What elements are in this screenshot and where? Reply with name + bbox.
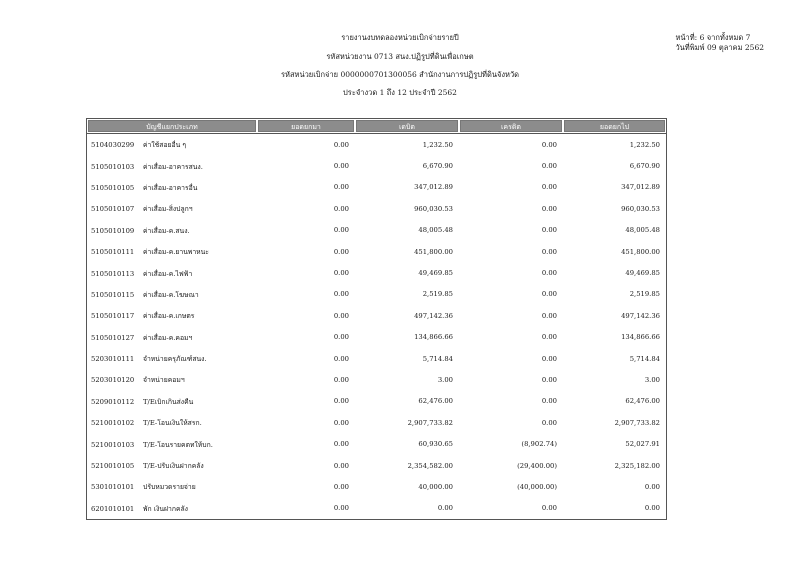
carried-forward-cell: 347,012.89 bbox=[621, 183, 660, 192]
carried-forward-cell: 62,476.00 bbox=[625, 397, 660, 406]
account-cell bbox=[87, 417, 257, 428]
account-name: ค่าเสื่อม-ค.เกษตร bbox=[143, 312, 195, 321]
table-row bbox=[87, 391, 666, 412]
account-code: 5210010102 bbox=[91, 419, 135, 428]
carried-forward-cell: 451,800.00 bbox=[621, 247, 660, 256]
credit-cell: 0.00 bbox=[541, 311, 557, 320]
account-code: 5105010117 bbox=[91, 312, 135, 321]
account-cell bbox=[87, 460, 257, 471]
carried-forward-cell: 2,907,733.82 bbox=[614, 418, 660, 427]
table-row bbox=[87, 155, 666, 176]
debit-cell: 5,714.84 bbox=[422, 354, 453, 363]
table-row bbox=[87, 476, 666, 497]
account-code: 5105010115 bbox=[91, 290, 135, 299]
credit-cell: 0.00 bbox=[541, 504, 557, 513]
brought-forward-cell: 0.00 bbox=[333, 418, 349, 427]
brought-forward-cell: 0.00 bbox=[333, 140, 349, 149]
account-name: พัก เงินฝากคลัง bbox=[143, 504, 188, 513]
account-name: ค่าเสื่อม-สิ่งปลูกฯ bbox=[143, 205, 193, 214]
account-code: 5209010112 bbox=[91, 397, 135, 406]
carried-forward-cell: 960,030.53 bbox=[621, 204, 660, 213]
brought-forward-cell: 0.00 bbox=[333, 183, 349, 192]
table-header bbox=[87, 119, 666, 134]
account-code: 6201010101 bbox=[91, 504, 135, 513]
disbursement-unit-line: รหัสหน่วยเบิกจ่าย 0000000701300056 สำนักงานการปฏิรูปที่ดินจังหวัด bbox=[280, 70, 520, 79]
account-cell bbox=[87, 161, 257, 172]
carried-forward-cell: 6,670.90 bbox=[629, 162, 660, 171]
credit-cell: 0.00 bbox=[541, 247, 557, 256]
account-code: 5203010111 bbox=[91, 355, 135, 364]
brought-forward-cell: 0.00 bbox=[333, 204, 349, 213]
account-name: จำหน่ายคอมฯ bbox=[143, 376, 185, 385]
table-row bbox=[87, 220, 666, 241]
account-cell bbox=[87, 225, 257, 236]
table-row bbox=[87, 327, 666, 348]
account-cell bbox=[87, 289, 257, 300]
debit-cell: 62,476.00 bbox=[418, 397, 453, 406]
brought-forward-cell: 0.00 bbox=[333, 247, 349, 256]
account-name: T/E-โอนรายคตทให้บก. bbox=[143, 440, 213, 449]
report-title: รายงานงบทดลองหน่วยเบิกจ่ายรายปี bbox=[341, 33, 459, 42]
debit-cell: 2,354,582.00 bbox=[407, 461, 453, 470]
account-name: ค่าเสื่อม-อาคารสนง. bbox=[143, 162, 203, 171]
debit-cell: 48,005.48 bbox=[418, 226, 453, 235]
credit-cell: 0.00 bbox=[541, 397, 557, 406]
account-name: T/E-ปรับเงินฝากคลัง bbox=[143, 462, 204, 471]
table-row bbox=[87, 433, 666, 454]
account-code: 5105010105 bbox=[91, 183, 135, 192]
debit-cell: 2,907,733.82 bbox=[407, 418, 453, 427]
account-cell bbox=[87, 182, 257, 193]
account-cell bbox=[87, 439, 257, 450]
table-row bbox=[87, 284, 666, 305]
carried-forward-cell: 2,519.85 bbox=[629, 290, 660, 299]
account-cell bbox=[87, 332, 257, 343]
carried-forward-cell: 2,325,182.00 bbox=[614, 461, 660, 470]
col-header-debit: เดบิต bbox=[356, 120, 458, 132]
account-cell bbox=[87, 374, 257, 385]
brought-forward-cell: 0.00 bbox=[333, 354, 349, 363]
credit-cell: 0.00 bbox=[541, 333, 557, 342]
carried-forward-cell: 52,027.91 bbox=[625, 440, 660, 449]
carried-forward-cell: 49,469.85 bbox=[625, 269, 660, 278]
account-cell bbox=[87, 481, 257, 492]
account-code: 5105010109 bbox=[91, 226, 135, 235]
table-row bbox=[87, 241, 666, 262]
credit-cell: (40,000.00) bbox=[517, 482, 557, 491]
trial-balance-table bbox=[86, 118, 667, 520]
carried-forward-cell: 5,714.84 bbox=[629, 354, 660, 363]
table-row bbox=[87, 348, 666, 369]
brought-forward-cell: 0.00 bbox=[333, 269, 349, 278]
account-cell bbox=[87, 503, 257, 514]
account-name: ค่าเสื่อม-อาคารอื่น bbox=[143, 183, 198, 192]
account-name: ค่าใช้สอยอื่น ๆ bbox=[143, 141, 187, 150]
carried-forward-cell: 0.00 bbox=[644, 482, 660, 491]
brought-forward-cell: 0.00 bbox=[333, 226, 349, 235]
account-cell bbox=[87, 246, 257, 257]
table-row bbox=[87, 198, 666, 219]
debit-cell: 134,866.66 bbox=[414, 333, 453, 342]
account-cell bbox=[87, 310, 257, 321]
account-code: 5210010105 bbox=[91, 462, 135, 471]
account-cell bbox=[87, 268, 257, 279]
carried-forward-cell: 3.00 bbox=[644, 375, 660, 384]
account-cell bbox=[87, 396, 257, 407]
print-date: วันที่พิมพ์ 09 ตุลาคม 2562 bbox=[675, 43, 764, 52]
debit-cell: 6,670.90 bbox=[422, 162, 453, 171]
credit-cell: 0.00 bbox=[541, 162, 557, 171]
debit-cell: 497,142.36 bbox=[414, 311, 453, 320]
debit-cell: 347,012.89 bbox=[414, 183, 453, 192]
debit-cell: 2,519.85 bbox=[422, 290, 453, 299]
table-row bbox=[87, 498, 666, 519]
carried-forward-cell: 48,005.48 bbox=[625, 226, 660, 235]
credit-cell: 0.00 bbox=[541, 290, 557, 299]
brought-forward-cell: 0.00 bbox=[333, 440, 349, 449]
debit-cell: 3.00 bbox=[437, 375, 453, 384]
brought-forward-cell: 0.00 bbox=[333, 311, 349, 320]
page-info bbox=[675, 33, 764, 53]
brought-forward-cell: 0.00 bbox=[333, 333, 349, 342]
account-code: 5301010101 bbox=[91, 483, 135, 492]
account-name: จำหน่ายครุภัณฑ์สนง. bbox=[143, 355, 207, 364]
credit-cell: 0.00 bbox=[541, 140, 557, 149]
account-code: 5210010103 bbox=[91, 440, 135, 449]
credit-cell: 0.00 bbox=[541, 226, 557, 235]
brought-forward-cell: 0.00 bbox=[333, 461, 349, 470]
brought-forward-cell: 0.00 bbox=[333, 290, 349, 299]
col-header-account: บัญชีแยกประเภท bbox=[88, 120, 256, 132]
credit-cell: 0.00 bbox=[541, 375, 557, 384]
account-name: ค่าเสื่อม-ค.สนง. bbox=[143, 226, 190, 235]
table-row bbox=[87, 412, 666, 433]
page-number: หน้าที่: 6 จากทั้งหมด 7 bbox=[675, 33, 751, 42]
agency-code-line: รหัสหน่วยงาน 0713 สนง.ปฏิรูปที่ดินเพื่อเกษต bbox=[326, 52, 474, 61]
brought-forward-cell: 0.00 bbox=[333, 482, 349, 491]
debit-cell: 49,469.85 bbox=[418, 269, 453, 278]
account-code: 5203010120 bbox=[91, 376, 135, 385]
debit-cell: 1,232.50 bbox=[422, 140, 453, 149]
account-name: T/Eเบิกเกินส่งคืน bbox=[143, 397, 194, 406]
table-row bbox=[87, 369, 666, 390]
table-body bbox=[87, 134, 666, 519]
period-line: ประจำงวด 1 ถึง 12 ประจำปี 2562 bbox=[343, 88, 457, 97]
table-row bbox=[87, 134, 666, 155]
account-cell bbox=[87, 139, 257, 150]
debit-cell: 0.00 bbox=[437, 504, 453, 513]
account-code: 5104030299 bbox=[91, 141, 135, 150]
col-header-carried-forward: ยอดยกไป bbox=[564, 120, 665, 132]
debit-cell: 960,030.53 bbox=[414, 204, 453, 213]
account-name: ค่าเสื่อม-ค.คอมฯ bbox=[143, 333, 193, 342]
debit-cell: 40,000.00 bbox=[418, 482, 453, 491]
account-code: 5105010107 bbox=[91, 205, 135, 214]
account-name: ปรับหมวดรายจ่าย bbox=[143, 483, 196, 492]
credit-cell: 0.00 bbox=[541, 204, 557, 213]
table-row bbox=[87, 305, 666, 326]
credit-cell: (29,400.00) bbox=[517, 461, 557, 470]
carried-forward-cell: 0.00 bbox=[644, 504, 660, 513]
col-header-credit: เครดิต bbox=[460, 120, 562, 132]
debit-cell: 60,930.65 bbox=[418, 440, 453, 449]
credit-cell: 0.00 bbox=[541, 418, 557, 427]
col-header-brought-forward: ยอดยกมา bbox=[258, 120, 354, 132]
account-cell bbox=[87, 353, 257, 364]
table-row bbox=[87, 262, 666, 283]
account-code: 5105010113 bbox=[91, 269, 135, 278]
carried-forward-cell: 497,142.36 bbox=[621, 311, 660, 320]
account-code: 5105010103 bbox=[91, 162, 135, 171]
account-name: T/E-โอนเงินให้สรก. bbox=[143, 419, 202, 428]
account-cell bbox=[87, 203, 257, 214]
account-name: ค่าเสื่อม-ค.โฆษณา bbox=[143, 290, 199, 299]
brought-forward-cell: 0.00 bbox=[333, 375, 349, 384]
credit-cell: 0.00 bbox=[541, 354, 557, 363]
account-name: ค่าเสื่อม-ค.ไฟฟ้า bbox=[143, 269, 193, 278]
brought-forward-cell: 0.00 bbox=[333, 397, 349, 406]
table-row bbox=[87, 455, 666, 476]
account-code: 5105010127 bbox=[91, 333, 135, 342]
carried-forward-cell: 134,866.66 bbox=[621, 333, 660, 342]
credit-cell: 0.00 bbox=[541, 269, 557, 278]
credit-cell: (8,902.74) bbox=[521, 440, 557, 449]
carried-forward-cell: 1,232.50 bbox=[629, 140, 660, 149]
table-row bbox=[87, 177, 666, 198]
brought-forward-cell: 0.00 bbox=[333, 162, 349, 171]
account-code: 5105010111 bbox=[91, 248, 135, 257]
account-name: ค่าเสื่อม-ค.ยานพาหนะ bbox=[143, 248, 209, 257]
credit-cell: 0.00 bbox=[541, 183, 557, 192]
debit-cell: 451,800.00 bbox=[414, 247, 453, 256]
brought-forward-cell: 0.00 bbox=[333, 504, 349, 513]
